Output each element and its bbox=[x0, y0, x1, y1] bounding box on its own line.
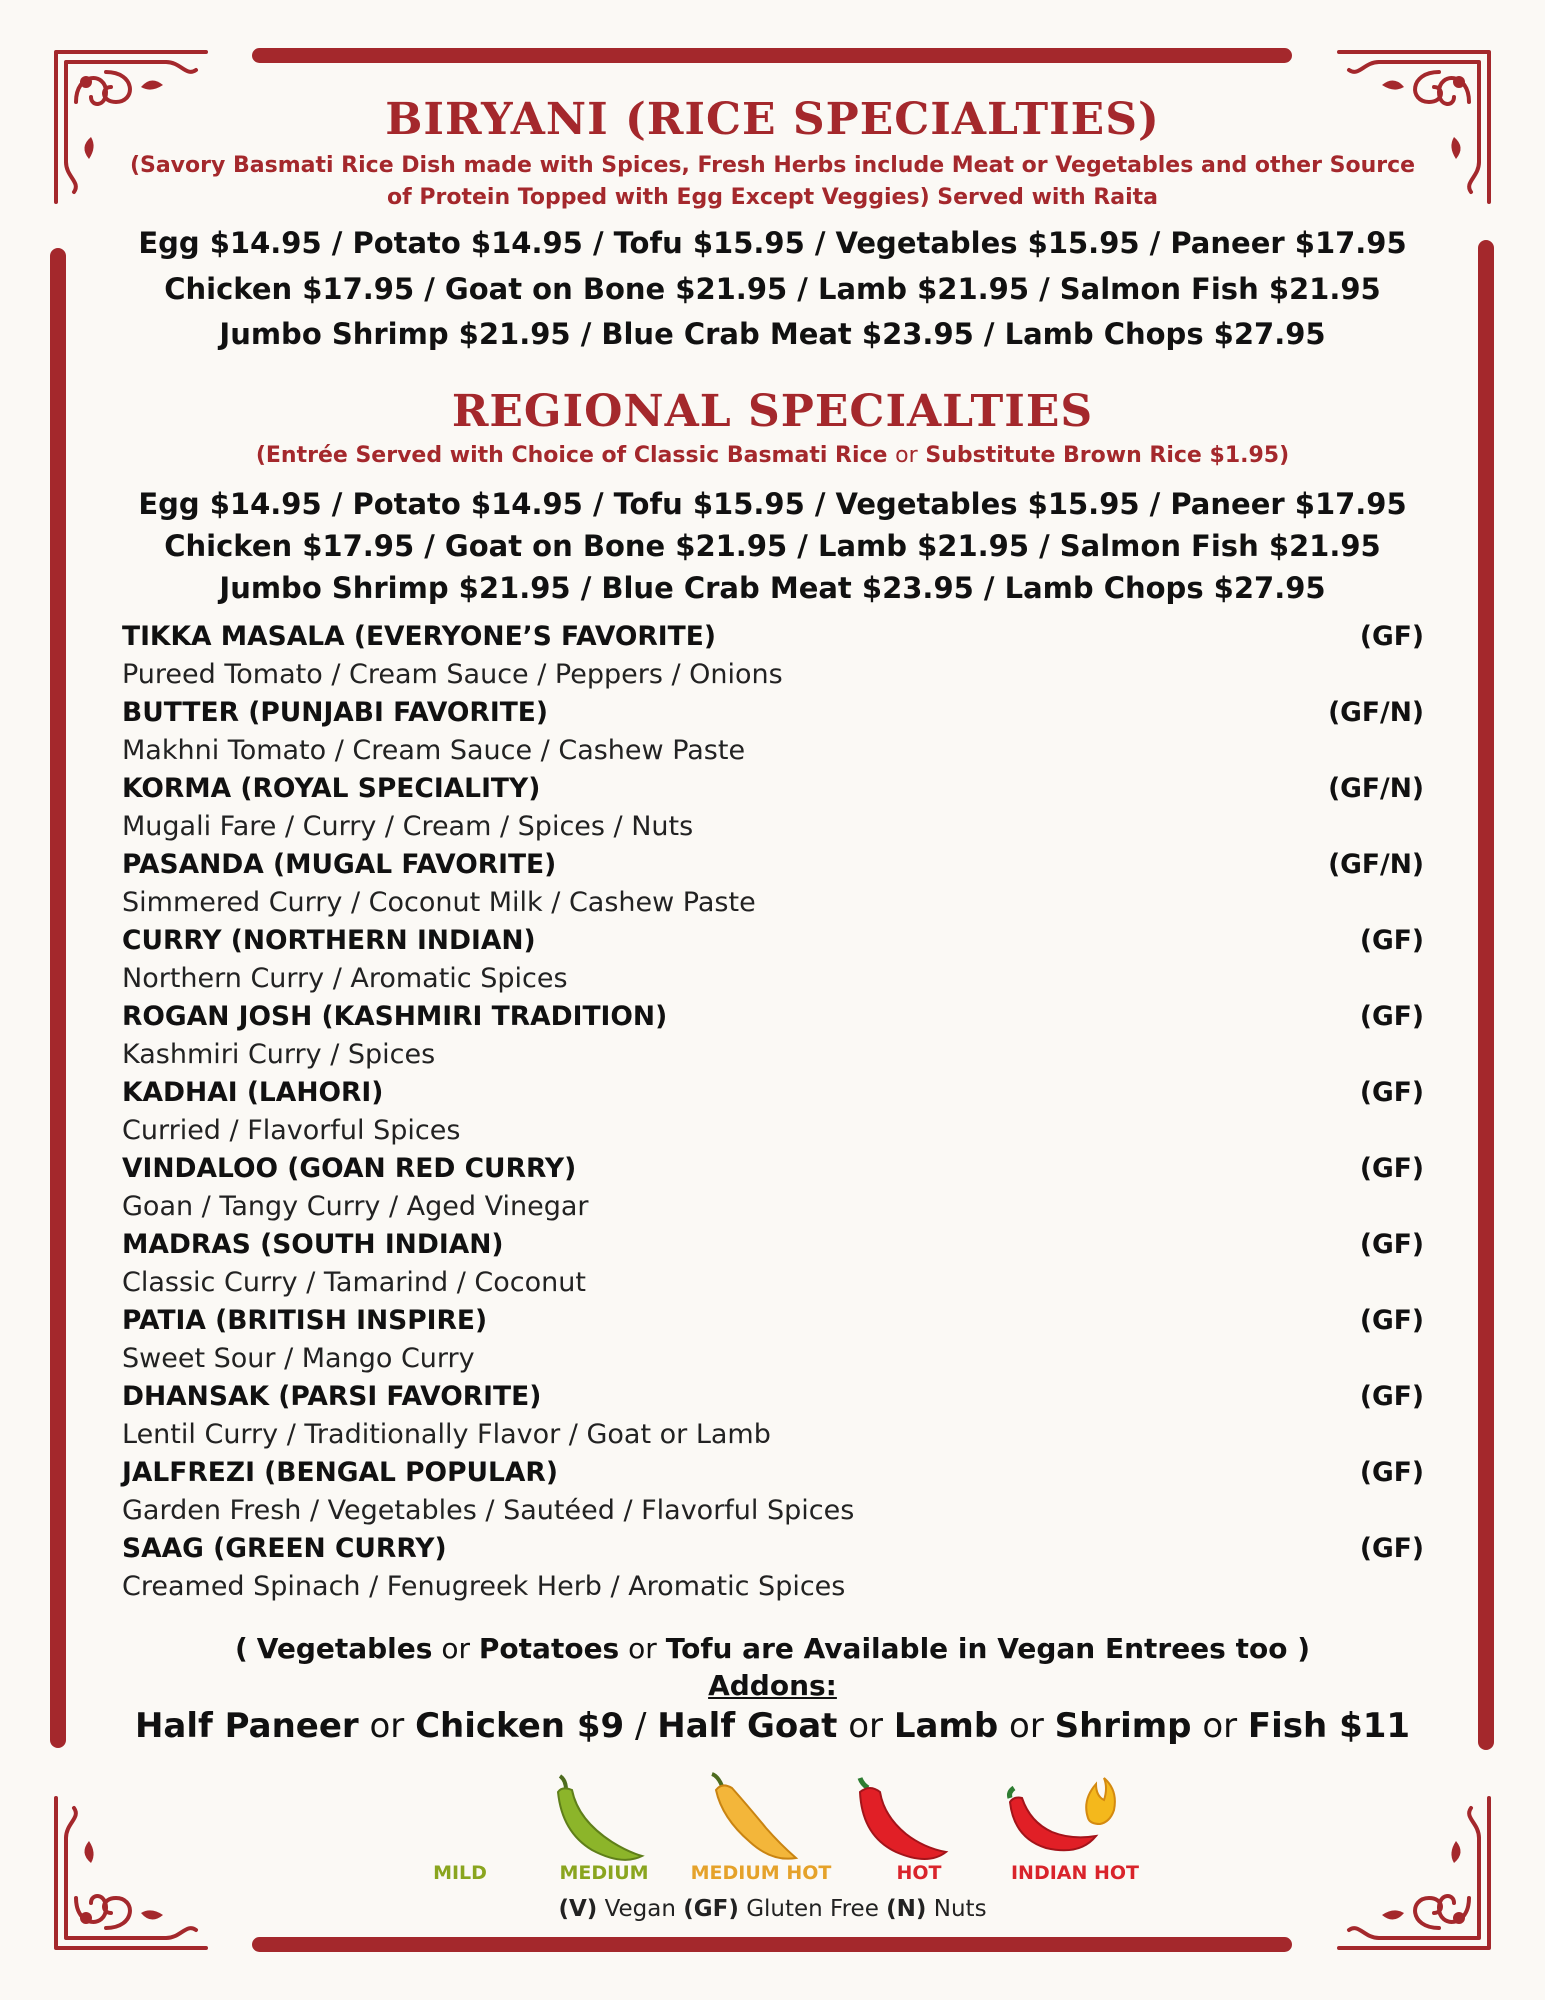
biryani-title: BIRYANI (RICE SPECIALTIES) bbox=[385, 94, 1160, 145]
corner-ornament-bottom-left bbox=[46, 1788, 216, 1958]
item-diet-tag: (GF/N) bbox=[1328, 849, 1424, 880]
item-name: JALFREZI (BENGAL POPULAR) bbox=[122, 1457, 558, 1488]
hot-chili-flame-icon bbox=[1002, 1774, 1132, 1874]
vegan-note-potatoes: Potatoes bbox=[478, 1632, 620, 1665]
item-diet-tag: (GF) bbox=[1359, 1305, 1424, 1336]
item-diet-tag: (GF) bbox=[1359, 1001, 1424, 1032]
menu-item bbox=[122, 770, 1424, 846]
addon-or: or bbox=[1009, 1706, 1044, 1746]
item-name: KADHAI (LAHORI) bbox=[122, 1077, 384, 1108]
menu-item bbox=[122, 1074, 1424, 1150]
item-description: Creamed Spinach / Fenugreek Herb / Aromatic Spices bbox=[122, 1571, 846, 1602]
legend-v-label: Vegan bbox=[604, 1896, 676, 1922]
item-description: Makhni Tomato / Cream Sauce / Cashew Paste bbox=[122, 735, 746, 766]
menu-item bbox=[122, 1302, 1424, 1378]
menu-item bbox=[122, 1454, 1424, 1530]
spice-label-mild: MILD bbox=[433, 1862, 487, 1884]
addon-lamb: Lamb bbox=[893, 1706, 999, 1746]
item-name: PATIA (BRITISH INSPIRE) bbox=[122, 1305, 488, 1336]
spice-label-medium-hot: MEDIUM HOT bbox=[690, 1862, 832, 1884]
spice-label-hot: HOT bbox=[896, 1862, 942, 1884]
item-description: Kashmiri Curry / Spices bbox=[122, 1039, 436, 1070]
menu-item bbox=[122, 694, 1424, 770]
regional-subtitle-or: or bbox=[895, 443, 918, 468]
right-border-bar bbox=[1478, 240, 1494, 1750]
item-description: Pureed Tomato / Cream Sauce / Peppers / Onions bbox=[122, 659, 783, 690]
regional-price-line-3: Jumbo Shrimp $21.95 / Blue Crab Meat $23.95 / Lamb Chops $27.95 bbox=[219, 571, 1326, 605]
vegan-note-or-2: or bbox=[628, 1632, 657, 1665]
addon-fish: Fish $11 bbox=[1247, 1706, 1411, 1746]
item-diet-tag: (GF/N) bbox=[1328, 773, 1424, 804]
left-border-bar bbox=[50, 248, 66, 1748]
item-name: KORMA (ROYAL SPECIALITY) bbox=[122, 773, 541, 804]
regional-price-line-1: Egg $14.95 / Potato $14.95 / Tofu $15.95 / Vegetables $15.95 / Paneer $17.95 bbox=[138, 487, 1407, 521]
menu-item bbox=[122, 1378, 1424, 1454]
item-description: Goan / Tangy Curry / Aged Vinegar bbox=[122, 1191, 589, 1222]
vegan-note-open: ( bbox=[234, 1632, 248, 1665]
corner-ornament-bottom-right bbox=[1329, 1788, 1499, 1958]
menu-item bbox=[122, 998, 1424, 1074]
bottom-border-bar bbox=[252, 1937, 1292, 1952]
item-diet-tag: (GF) bbox=[1359, 1229, 1424, 1260]
addon-half-goat: Half Goat bbox=[657, 1706, 838, 1746]
item-diet-tag: (GF) bbox=[1359, 1381, 1424, 1412]
item-name: TIKKA MASALA (EVERYONE’S FAVORITE) bbox=[122, 621, 716, 652]
item-description: Garden Fresh / Vegetables / Sautéed / Flavorful Spices bbox=[122, 1495, 855, 1526]
item-description: Lentil Curry / Traditionally Flavor / Goat or Lamb bbox=[122, 1419, 771, 1450]
item-description: Northern Curry / Aromatic Spices bbox=[122, 963, 568, 994]
item-name: VINDALOO (GOAN RED CURRY) bbox=[122, 1153, 577, 1184]
biryani-subtitle-line-1: (Savory Basmati Rice Dish made with Spices, Fresh Herbs include Meat or Vegetables and other Source bbox=[129, 153, 1416, 178]
item-diet-tag: (GF) bbox=[1359, 1533, 1424, 1564]
addon-chicken: Chicken $9 bbox=[415, 1706, 625, 1746]
item-name: MADRAS (SOUTH INDIAN) bbox=[122, 1229, 504, 1260]
item-description: Curried / Flavorful Spices bbox=[122, 1115, 461, 1146]
item-name: SAAG (GREEN CURRY) bbox=[122, 1533, 447, 1564]
legend-gf-label: Gluten Free bbox=[746, 1896, 879, 1922]
regional-subtitle-brown-rice: Substitute Brown Rice $1.95) bbox=[925, 443, 1290, 468]
item-description: Classic Curry / Tamarind / Coconut bbox=[122, 1267, 586, 1298]
item-description: Simmered Curry / Coconut Milk / Cashew Paste bbox=[122, 887, 756, 918]
biryani-price-line-2: Chicken $17.95 / Goat on Bone $21.95 / Lamb $21.95 / Salmon Fish $21.95 bbox=[164, 272, 1381, 306]
menu-item bbox=[122, 922, 1424, 998]
red-chili-icon bbox=[848, 1774, 958, 1874]
regional-items-list bbox=[122, 618, 1424, 1606]
spice-label-indian-hot: INDIAN HOT bbox=[1010, 1862, 1140, 1884]
item-description: Sweet Sour / Mango Curry bbox=[122, 1343, 475, 1374]
biryani-subtitle-line-2: of Protein Topped with Egg Except Veggies) Served with Raita bbox=[387, 185, 1158, 210]
green-chili-icon bbox=[546, 1770, 656, 1870]
item-name: DHANSAK (PARSI FAVORITE) bbox=[122, 1381, 542, 1412]
menu-item bbox=[122, 618, 1424, 694]
regional-subtitle-rice: (Entrée Served with Choice of Classic Basmati Rice bbox=[255, 443, 888, 468]
regional-price-line-2: Chicken $17.95 / Goat on Bone $21.95 / Lamb $21.95 / Salmon Fish $21.95 bbox=[164, 529, 1381, 563]
item-diet-tag: (GF/N) bbox=[1328, 697, 1424, 728]
item-diet-tag: (GF) bbox=[1359, 621, 1424, 652]
addon-slash: / bbox=[634, 1706, 647, 1746]
diet-legend bbox=[0, 1896, 1545, 1922]
vegan-note-tofu: Tofu are Available in Vegan Entrees too ) bbox=[665, 1632, 1310, 1665]
spice-label-medium: MEDIUM bbox=[559, 1862, 649, 1884]
addons-label: Addons: bbox=[708, 1669, 837, 1702]
yellow-chili-icon bbox=[702, 1768, 812, 1868]
legend-n: (N) bbox=[886, 1896, 927, 1922]
addon-or: or bbox=[848, 1706, 884, 1746]
addon-shrimp: Shrimp bbox=[1054, 1706, 1192, 1746]
vegan-note-vegetables: Vegetables bbox=[256, 1632, 433, 1665]
vegan-note-or-1: or bbox=[441, 1632, 470, 1665]
item-name: PASANDA (MUGAL FAVORITE) bbox=[122, 849, 557, 880]
regional-subtitle bbox=[100, 440, 1445, 472]
addon-or: or bbox=[1202, 1706, 1238, 1746]
menu-item bbox=[122, 1530, 1424, 1606]
legend-gf: (GF) bbox=[683, 1896, 739, 1922]
regional-title: REGIONAL SPECIALTIES bbox=[451, 386, 1094, 437]
biryani-price-line-1: Egg $14.95 / Potato $14.95 / Tofu $15.95 / Vegetables $15.95 / Paneer $17.95 bbox=[138, 226, 1407, 260]
item-name: CURRY (NORTHERN INDIAN) bbox=[122, 925, 536, 956]
item-name: ROGAN JOSH (KASHMIRI TRADITION) bbox=[122, 1001, 668, 1032]
item-diet-tag: (GF) bbox=[1359, 1153, 1424, 1184]
addon-half-paneer: Half Paneer bbox=[134, 1706, 359, 1746]
item-diet-tag: (GF) bbox=[1359, 1077, 1424, 1108]
addons-line bbox=[0, 1703, 1545, 1749]
menu-item bbox=[122, 1150, 1424, 1226]
biryani-price-line-3: Jumbo Shrimp $21.95 / Blue Crab Meat $23.95 / Lamb Chops $27.95 bbox=[219, 317, 1326, 351]
legend-n-label: Nuts bbox=[933, 1896, 987, 1922]
item-diet-tag: (GF) bbox=[1359, 1457, 1424, 1488]
top-border-bar bbox=[252, 48, 1292, 63]
legend-v: (V) bbox=[558, 1896, 598, 1922]
menu-item bbox=[122, 1226, 1424, 1302]
item-description: Mugali Fare / Curry / Cream / Spices / Nuts bbox=[122, 811, 694, 842]
addon-or: or bbox=[369, 1706, 405, 1746]
item-name: BUTTER (PUNJABI FAVORITE) bbox=[122, 697, 548, 728]
menu-item bbox=[122, 846, 1424, 922]
item-diet-tag: (GF) bbox=[1359, 925, 1424, 956]
vegan-note bbox=[0, 1629, 1545, 1669]
